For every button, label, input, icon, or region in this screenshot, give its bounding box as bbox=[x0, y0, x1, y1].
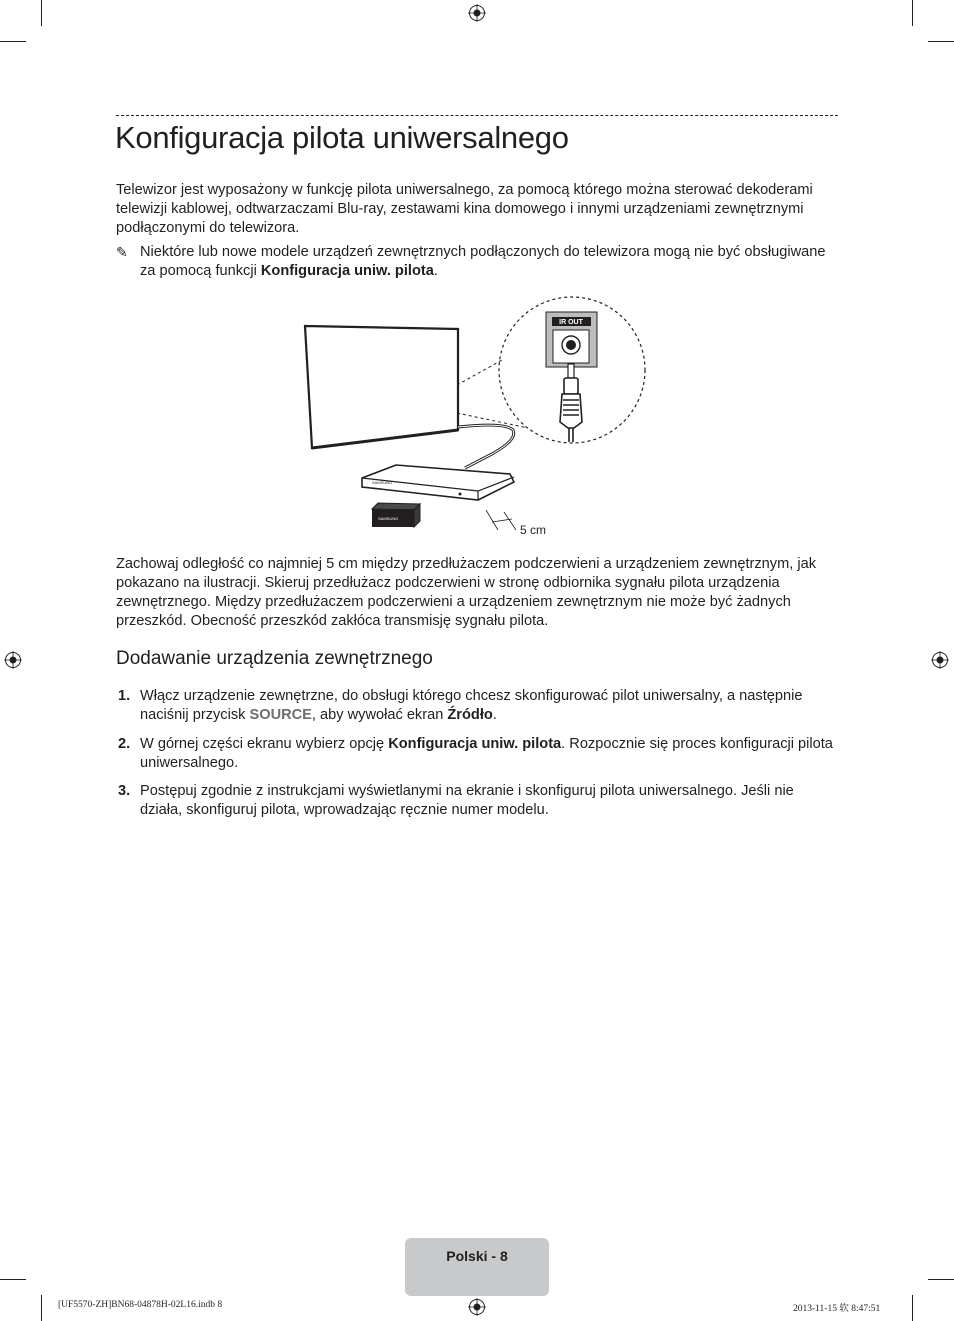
step-text: W górnej części ekranu wybierz opcję Konfiguracja uniw. pilota. Rozpocznie się proces konfiguracji pilota uniwersalnego. bbox=[140, 736, 833, 771]
ir-extender-illustration bbox=[300, 290, 660, 545]
callout-line bbox=[457, 360, 502, 385]
page-title: Konfiguracja pilota uniwersalnego bbox=[115, 120, 569, 155]
note bbox=[116, 243, 836, 281]
section-heading: Dodawanie urządzenia zewnętrznego bbox=[116, 648, 433, 669]
distance-line bbox=[486, 510, 498, 530]
registration-mark-icon bbox=[468, 4, 486, 22]
title-rule bbox=[116, 115, 838, 116]
device-brand-label: SAMSUNG bbox=[372, 480, 393, 485]
step-text: Postępuj zgodnie z instrukcjami wyświetlanymi na ekranie i skonfiguruj pilota uniwersalnego. Jeśli nie działa, skonfiguruj pilota, wprowadzając ręcznie numer modelu. bbox=[140, 783, 794, 818]
ir-out-label: IR OUT bbox=[559, 319, 583, 326]
crop-mark bbox=[928, 41, 954, 42]
file-slug: [UF5570-ZH]BN68-04878H-02L16.indb 8 bbox=[58, 1300, 223, 1310]
extender-brand-label: SAMSUNG bbox=[378, 516, 399, 521]
note-text: Niektóre lub nowe modele urządzeń zewnętrznych podłączonych do telewizora mogą nie być obsługiwane za pomocą funkcji Konfiguracja uniw. pilota. bbox=[140, 244, 826, 279]
crop-mark bbox=[912, 1295, 913, 1321]
page-number-tab bbox=[405, 1238, 549, 1296]
distance-paragraph: Zachowaj odległość co najmniej 5 cm między przedłużaczem podczerwieni a urządzeniem zewnętrznym, jak pokazano na ilustracji. Skieruj przedłużacz podczerwieni w stronę odbiornika sygnału pilota urządzenia zewnętrznego. Między przedłużaczem podczerwieni a urządzeniem zewnętrznym nie może być żadnych przeszkód. Obecność przeszkód zakłóca transmisję sygnału pilota. bbox=[116, 556, 816, 629]
crop-mark bbox=[928, 1279, 954, 1280]
tv-screen bbox=[305, 326, 458, 448]
distance-label: 5 cm bbox=[520, 523, 547, 537]
source-button-label: SOURCE bbox=[249, 707, 312, 723]
crop-mark bbox=[41, 1295, 42, 1321]
ir-extender bbox=[372, 503, 420, 510]
page-number: Polski - 8 bbox=[446, 1248, 508, 1264]
intro-paragraph: Telewizor jest wyposażony w funkcję pilota uniwersalnego, za pomocą którego można sterować dekoderami telewizji kablowej, odtwarzaczami Blu-ray, zestawami kina domowego i innymi urządzeniami zewnętrznymi podłączonymi do telewizora. bbox=[116, 182, 813, 236]
step-2 bbox=[116, 735, 838, 773]
registration-mark-icon bbox=[468, 1298, 486, 1316]
jack-plug bbox=[568, 364, 574, 378]
step-text: Włącz urządzenie zewnętrzne, do obsługi którego chcesz skonfigurować pilot uniwersalny, a następnie naciśnij przycisk SOURCE, aby wywołać ekran Źródło. bbox=[140, 688, 803, 723]
crop-mark bbox=[41, 0, 42, 26]
ir-cable bbox=[458, 425, 514, 468]
pencil-note-icon: ✎ bbox=[116, 244, 128, 260]
step-3 bbox=[116, 782, 838, 820]
registration-mark-icon bbox=[931, 651, 949, 669]
date-slug: 2013-11-15 软 8:47:51 bbox=[793, 1304, 881, 1314]
crop-mark bbox=[0, 1279, 26, 1280]
step-1 bbox=[116, 687, 838, 725]
step-number: 2. bbox=[118, 736, 131, 752]
step-number: 1. bbox=[118, 688, 131, 704]
registration-mark-icon bbox=[4, 651, 22, 669]
crop-mark bbox=[0, 41, 26, 42]
step-number: 3. bbox=[118, 783, 131, 799]
crop-mark bbox=[912, 0, 913, 26]
